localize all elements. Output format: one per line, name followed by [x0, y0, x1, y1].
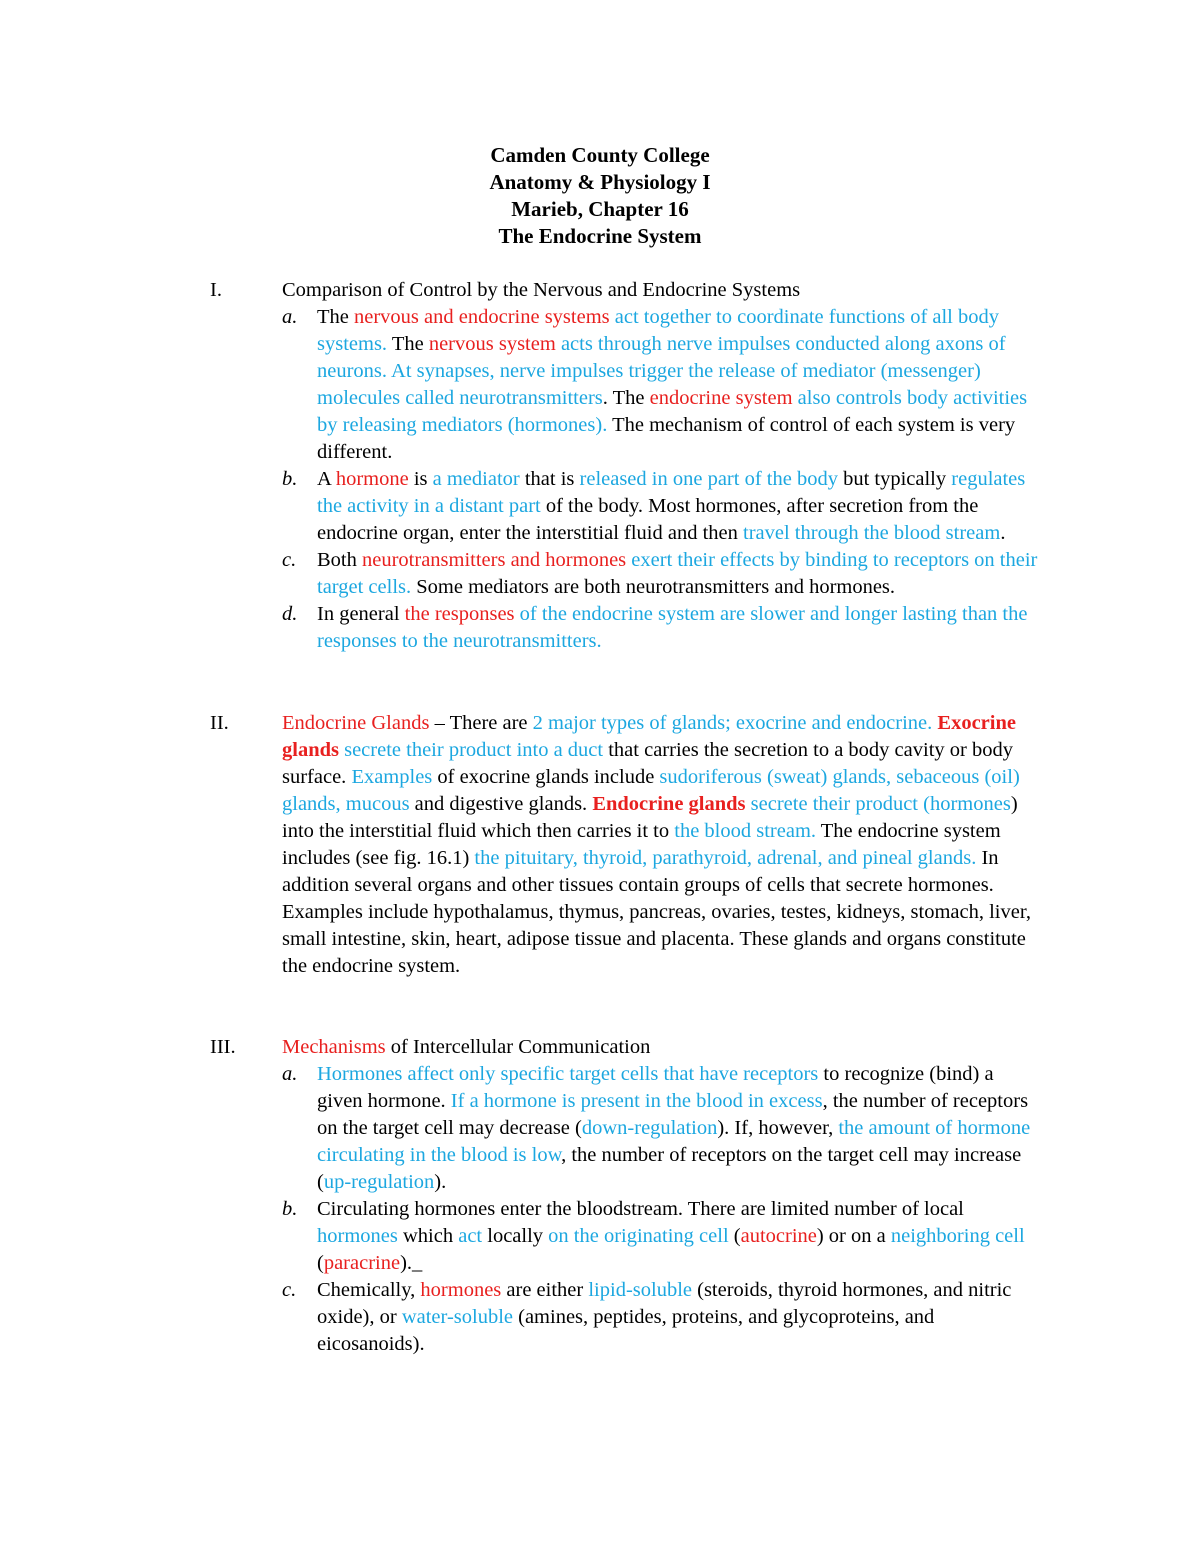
highlight-blue-text: also controls body activities by releasing mediators (hormones). — [317, 387, 1028, 436]
body-text: ) into the interstitial fluid which then carries it to — [282, 793, 1018, 842]
highlight-red-text: the responses — [404, 603, 515, 625]
highlight-blue-text: a mediator — [432, 468, 520, 490]
body-text: and digestive glands. — [409, 793, 593, 815]
body-text: (steroids, thyroid hormones, and nitric oxide), or — [317, 1279, 1012, 1328]
section-paragraph — [282, 710, 1040, 980]
highlight-blue-text: hormones — [317, 1225, 398, 1247]
highlight-blue-text: the amount of hormone circulating in the blood is low — [317, 1117, 1031, 1166]
item-letter: a. — [282, 1063, 298, 1085]
body-text: Chemically, — [317, 1279, 421, 1301]
highlight-blue-text: acts through nerve impulses conducted along axons of neurons. At synapses, nerve impulses trigger the release of mediator (messenger) molecules called neurotransmitters — [317, 333, 1006, 409]
section-heading-row — [210, 277, 1040, 304]
body-text: , the number of receptors on the target cell may decrease ( — [317, 1090, 1029, 1139]
highlight-blue-text: act — [458, 1225, 483, 1247]
body-text: of exocrine glands include — [432, 766, 660, 788]
highlight-red-text: nervous and endocrine systems — [354, 306, 610, 328]
section-heading-row — [210, 1034, 1040, 1061]
highlight-red-text: hormone — [335, 468, 409, 490]
highlight-red-text: autocrine — [740, 1225, 817, 1247]
body-text: are either — [501, 1279, 589, 1301]
highlight-blue-text: water-soluble — [401, 1306, 513, 1328]
highlight-red-text: neurotransmitters and hormones — [362, 549, 627, 571]
item-letter: a. — [282, 306, 298, 328]
item-letter: b. — [282, 1198, 298, 1220]
body-text: In general — [317, 603, 405, 625]
highlight-red-text: hormones — [420, 1279, 502, 1301]
highlight-blue-text: the pituitary, thyroid, parathyroid, adrenal, and pineal glands. — [474, 847, 977, 869]
item-letter: c. — [282, 549, 297, 571]
highlight-blue-text: 2 major types of glands; exocrine and endocrine. — [532, 712, 933, 734]
highlight-blue-text: lipid-soluble — [588, 1279, 692, 1301]
body-text: but typically — [837, 468, 952, 490]
body-text: The mechanism of control of each system is very different. — [317, 414, 1016, 463]
bold-term-text: Exocrine glands — [282, 712, 1016, 761]
highlight-red-text: Endocrine Glands — [282, 712, 430, 734]
body-text: Circulating hormones enter the bloodstream. There are limited number of local — [317, 1198, 964, 1220]
highlight-blue-text: Hormones affect only specific target cells that have receptors — [317, 1063, 819, 1085]
list-item-c — [282, 547, 1040, 601]
highlight-blue-text: sudoriferous (sweat) glands, sebaceous (oil) glands, mucous — [282, 766, 1020, 815]
body-text: (amines, peptides, proteins, and glycoproteins, and eicosanoids). — [317, 1306, 935, 1355]
body-text: locally — [482, 1225, 549, 1247]
body-text: . — [1000, 522, 1006, 544]
item-letter: d. — [282, 603, 298, 625]
document-header — [0, 142, 1200, 250]
highlight-blue-text: the blood stream. — [674, 820, 817, 842]
body-text: that is — [519, 468, 580, 490]
section-intercellular-communication — [210, 1034, 1040, 1358]
body-text: Both — [317, 549, 362, 571]
body-text: of the body. Most hormones, after secretion from the endocrine organ, enter the interstitial fluid and then — [317, 495, 979, 544]
section-numeral: III. — [210, 1036, 236, 1058]
list-item-a — [282, 304, 1040, 466]
body-text: ). If, however, — [717, 1117, 839, 1139]
body-text: ( — [317, 1252, 324, 1274]
highlight-blue-text: If a hormone is present in the blood in excess — [450, 1090, 823, 1112]
section-endocrine-glands — [210, 710, 1040, 980]
highlight-blue-text: secrete their product (hormones — [745, 793, 1011, 815]
body-text: The — [317, 306, 354, 328]
item-text — [317, 1061, 1040, 1196]
item-text — [317, 601, 1040, 655]
bold-term-text: Endocrine glands — [592, 793, 746, 815]
section-comparison-of-control — [210, 277, 1040, 655]
section-heading-row — [210, 710, 1040, 980]
highlight-blue-text: of the endocrine system are slower and longer lasting than the responses to the neurotransmitters. — [317, 603, 1028, 652]
college-name: Camden County College — [490, 143, 710, 167]
body-text: . The — [602, 387, 650, 409]
body-text: – There are — [429, 712, 533, 734]
chapter-reference: Marieb, Chapter 16 — [511, 197, 689, 221]
body-text: , the number of receptors on the target cell may increase ( — [317, 1144, 1022, 1193]
list-item-b — [282, 466, 1040, 547]
highlight-blue-text: neighboring cell — [890, 1225, 1025, 1247]
section-numeral: II. — [210, 712, 229, 734]
body-text: that carries the secretion to a body cavity or body surface. — [282, 739, 1013, 788]
item-text — [317, 466, 1040, 547]
item-text — [317, 1277, 1040, 1358]
section-heading — [282, 277, 1040, 304]
highlight-blue-text: down-regulation — [581, 1117, 718, 1139]
list-item-b — [282, 1196, 1040, 1277]
item-letter: b. — [282, 468, 298, 490]
item-text — [317, 1196, 1040, 1277]
body-text: ). — [434, 1171, 447, 1193]
section-heading — [282, 1034, 1040, 1061]
body-text: Some mediators are both neurotransmitters and hormones. — [411, 576, 896, 598]
highlight-red-text: Mechanisms — [282, 1036, 386, 1058]
section-numeral: I. — [210, 279, 222, 301]
list-item-c — [282, 1277, 1040, 1358]
highlight-red-text: endocrine system — [649, 387, 793, 409]
body-text: of Intercellular Communication — [385, 1036, 651, 1058]
body-text: ) or on a — [816, 1225, 891, 1247]
body-text: The — [387, 333, 429, 355]
highlight-blue-text: regulates the activity in a distant part — [317, 468, 1026, 517]
body-text: which — [397, 1225, 459, 1247]
body-text: )._ — [400, 1252, 423, 1274]
highlight-blue-text: up-regulation — [323, 1171, 435, 1193]
body-text: A — [317, 468, 336, 490]
list-item-d — [282, 601, 1040, 655]
body-text: In addition several organs and other tissues contain groups of cells that secrete hormones. Examples include hypothalamus, thymus, pancreas, ovaries, testes, kidneys, stomach, liver, small intestine, skin, heart, adipose tissue and placenta. These glands and organs constitute the endocrine system. — [282, 847, 1031, 977]
highlight-red-text: nervous system — [428, 333, 556, 355]
item-letter: c. — [282, 1279, 297, 1301]
highlight-blue-text: Examples — [351, 766, 433, 788]
highlight-blue-text: on the originating cell — [548, 1225, 729, 1247]
page-title: The Endocrine System — [498, 224, 702, 248]
body-text: to recognize (bind) a given hormone. — [317, 1063, 994, 1112]
highlight-blue-text: released in one part of the body — [579, 468, 838, 490]
body-text: Comparison of Control by the Nervous and Endocrine Systems — [282, 279, 801, 301]
list-item-a — [282, 1061, 1040, 1196]
body-text: ( — [728, 1225, 741, 1247]
course-name: Anatomy & Physiology I — [489, 170, 711, 194]
highlight-red-text: paracrine — [323, 1252, 401, 1274]
highlight-blue-text: exert their effects by binding to receptors on their target cells. — [317, 549, 1038, 598]
body-text: is — [408, 468, 433, 490]
item-text — [317, 304, 1040, 466]
highlight-blue-text: travel through the blood stream — [743, 522, 1001, 544]
body-text: The endocrine system includes (see fig. 16.1) — [282, 820, 1001, 869]
item-text — [317, 547, 1040, 601]
highlight-blue-text: secrete their product into a duct — [338, 739, 604, 761]
highlight-blue-text: act together to coordinate functions of all body systems. — [317, 306, 1000, 355]
